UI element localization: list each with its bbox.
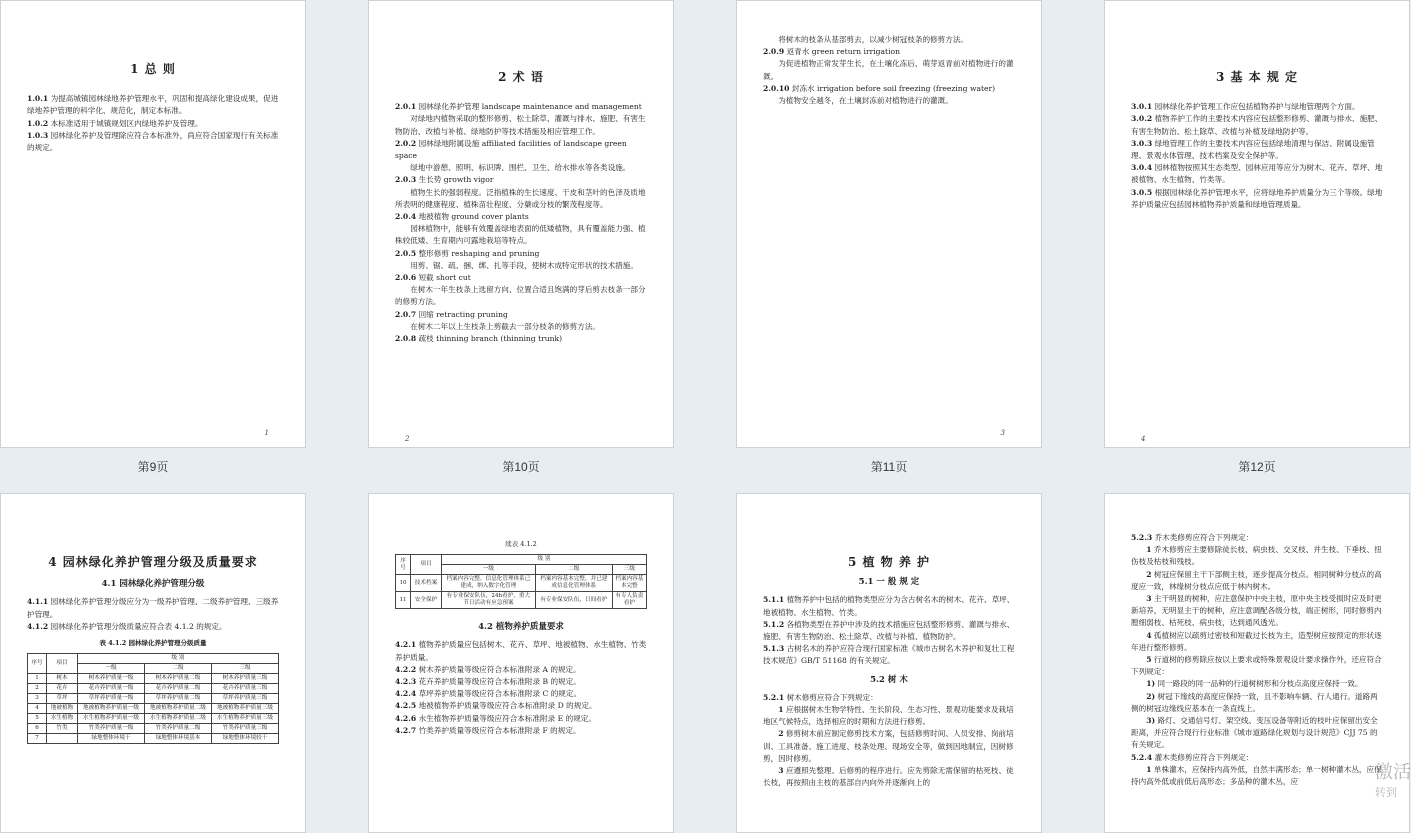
- paragraph: [395, 688, 647, 700]
- table-cell: 竹类养护质量三级: [212, 724, 279, 734]
- clause-number: 4.2.3: [395, 677, 417, 687]
- table-cell: 3: [28, 694, 47, 704]
- page-thumbnail-14[interactable]: [368, 493, 674, 833]
- clause-text: 园林绿化养护及管理除应符合本标准外，尚应符合国家现行有关标准的规定。: [27, 130, 279, 153]
- table-cell: 档案内容完整，信息化管理体系已建成，纳入数字化管理: [442, 575, 536, 592]
- clause-number: 4.2.6: [395, 713, 417, 723]
- clause-text: 园林绿化养护管理工作应包括植物养护与绿地管理两个方面。: [1154, 102, 1360, 112]
- table-header: 一级: [78, 664, 145, 674]
- paragraph: [395, 725, 647, 737]
- term-entry: [763, 83, 1015, 95]
- page-content: [763, 556, 1015, 789]
- clause-text: 同一路段的同一品种的行道树树形和分枝点高度应保持一致。: [1157, 679, 1363, 689]
- table-cell: 5: [28, 714, 47, 724]
- term-list: [395, 101, 647, 345]
- table-cell: 花卉养护质量三级: [212, 684, 279, 694]
- table-cell: 11: [396, 592, 411, 609]
- clause-number: 4.2.1: [395, 640, 417, 650]
- clause-text: 为提高城镇园林绿地养护管理水平，巩固和提高绿化建设成果，促进绿地养护管理的科学化、规范化，制定本标准。: [27, 94, 279, 116]
- page-label-11[interactable]: 第11页: [870, 460, 908, 474]
- table-header: 级 别: [442, 555, 647, 565]
- table-row: [396, 575, 647, 592]
- paragraph: [1131, 691, 1383, 715]
- clause-text: 主干明显的树种，应注意保护中央主枝，原中央主枝受损时应及时更新培养，无明显主干的树种，应注意调配各级分枝，端正树形，同时修剪内膛细弱枝、枯死枝、病虫枝，达到通风透光。: [1131, 594, 1382, 628]
- paragraph: [1131, 138, 1383, 162]
- term-definition: 园林植物中，能够有效覆盖绿地表面的低矮植物，具有覆盖能力强、植株较低矮、生育期内可露地栽培等特点。: [395, 224, 646, 246]
- clause-number: 5.2.4: [1131, 752, 1153, 762]
- clause-number: 4.2.5: [395, 701, 417, 711]
- clause-number: 2.0.8: [395, 334, 417, 344]
- page-number: 3: [1000, 429, 1005, 437]
- term-entry: [395, 333, 647, 345]
- term-name: 封冻水 irrigation before soil freezing (freezing water): [791, 83, 996, 93]
- clause-text: 孤植树应以疏剪过密枝和短截过长枝为主，造型树应按预定的形状逐年进行整形修剪。: [1131, 630, 1382, 652]
- table-cell: 安全保护: [411, 592, 442, 609]
- clause-number: 4.2.4: [395, 689, 417, 699]
- term-definition: 绿地中游憩、照明、标识牌、围栏、卫生、给水排水等各类设施。: [410, 163, 631, 173]
- clause-text: 本标准适用于城镇规划区内绿地养护及管理。: [50, 118, 203, 128]
- clause-text: 树木修剪应符合下列规定：: [786, 692, 878, 702]
- paragraph: [1131, 752, 1383, 764]
- term-name: 返青水 green return irrigation: [786, 47, 900, 57]
- clause-number: 2.0.3: [395, 175, 417, 185]
- term-entry: [395, 101, 647, 113]
- clause-number: 3.0.3: [1131, 138, 1153, 148]
- clause-text: 各植物类型在养护中涉及的技术措施应包括整形修剪、灌溉与排水、施肥、有害生物防治、松土除草、改植与补植、植物防护。: [763, 619, 1015, 642]
- paragraph: [1131, 630, 1383, 654]
- watermark-line: 激活: [1375, 762, 1411, 783]
- paragraph: [27, 118, 279, 130]
- clause-number: 2.0.2: [395, 138, 417, 148]
- paragraph: [1131, 101, 1383, 113]
- table-row: [28, 704, 279, 714]
- table-cell: 树木养护质量三级: [212, 674, 279, 684]
- table-cell: 10: [396, 575, 411, 592]
- table-cell: 有专业保安队伍，24h看护，重大节日活动有应急预案: [442, 592, 536, 609]
- paragraph-list: [27, 596, 279, 633]
- paragraph: [395, 713, 647, 725]
- paragraph: [1131, 678, 1383, 690]
- table-cell: 树木养护质量一级: [78, 674, 145, 684]
- paragraph: [1131, 593, 1383, 630]
- clause-text: 单株灌木，应保持内高外低，自然丰满形态；单一树种灌木丛，应保持内高外低或前低后高形态；多品种的灌木丛，应: [1131, 764, 1382, 787]
- paragraph: [27, 621, 279, 633]
- table-header: 序号: [28, 654, 47, 674]
- page-content: [1131, 71, 1383, 211]
- table-cell: 2: [28, 684, 47, 694]
- clause-text: 地被植物养护质量等级应符合本标准附录 D 的规定。: [418, 701, 597, 711]
- clause-number: 4.2.7: [395, 725, 417, 735]
- term-definition: 在树木二年以上生枝条上剪截去一部分枝条的修剪方法。: [410, 321, 601, 331]
- term-entry: [395, 272, 647, 284]
- clause-number: 5.1.1: [763, 595, 785, 605]
- table-cell: 树木养护质量二级: [145, 674, 212, 684]
- term-definition: 对绿地内植物采取的整形修剪、松土除草、灌溉与排水、施肥、有害生物防治、改植与补植、绿地防护等技术措施及相应管理工作。: [395, 114, 646, 136]
- clause-text: 修剪树木前应制定修剪技术方案，包括修剪时间、人员安排、岗前培训、工具准备、施工进度、枝条处理、现场安全等，做到因地制宜，因树修剪，因时修剪。: [763, 729, 1014, 763]
- paragraph: [395, 676, 647, 688]
- table-cell: 地被植物: [47, 704, 78, 714]
- term-entry: [395, 309, 647, 321]
- table-cell: 花卉: [47, 684, 78, 694]
- clause-number: 4.1.1: [27, 597, 49, 607]
- paragraph-list: [1131, 101, 1383, 211]
- page-content: [27, 63, 279, 154]
- clause-text: 古树名木的养护应符合现行国家标准《城市古树名木养护和复壮工程技术规范》GB/T 51168 的有关规定。: [763, 644, 1015, 666]
- term-entry: [763, 46, 1015, 58]
- table-cell: 草坪: [47, 694, 78, 704]
- clause-number: 5.2.1: [763, 692, 785, 702]
- table-cell: 有专人负责看护: [612, 592, 646, 609]
- paragraph-list: [1131, 532, 1383, 788]
- clause-number: 1: [1146, 545, 1152, 555]
- table-header: 二级: [535, 565, 612, 575]
- clause-number: 2.0.10: [763, 83, 790, 93]
- table-cell: 1: [28, 674, 47, 684]
- clause-text: 树木养护质量等级应符合本标准附录 A 的规定。: [418, 664, 581, 674]
- table-caption: 续表 4.1.2: [505, 540, 537, 548]
- section-title: 4.1 园林绿化养护管理分级: [101, 579, 205, 590]
- term-name: 短截 short cut: [418, 273, 471, 283]
- paragraph-list: [763, 594, 1015, 667]
- paragraph: [1131, 113, 1383, 137]
- clause-number: 2: [778, 729, 784, 739]
- clause-number: 1: [1146, 764, 1152, 774]
- clause-number: 1: [778, 705, 784, 715]
- table-cell: 地被植物养护质量一级: [78, 704, 145, 714]
- term-name: 整形修剪 reshaping and pruning: [418, 248, 540, 258]
- grading-table: [27, 653, 279, 744]
- term-name: 回缩 retracting pruning: [418, 309, 508, 319]
- paragraph: [395, 700, 647, 712]
- paragraph: 将树木的枝条从基部剪去，以减少树冠枝条的修剪方法。: [778, 35, 969, 44]
- table-cell: 地被植物养护质量二级: [145, 704, 212, 714]
- chapter-title: 3 基 本 规 定: [1215, 70, 1299, 84]
- page-thumbnail-13[interactable]: [0, 493, 306, 833]
- paragraph: [763, 619, 1015, 643]
- table-cell: 技术档案: [411, 575, 442, 592]
- chapter-title: 2 术 语: [498, 70, 544, 84]
- table-row: [396, 592, 647, 609]
- paragraph: [763, 643, 1015, 667]
- clause-text: 竹类养护质量等级应符合本标准附录 F 的规定。: [418, 725, 581, 735]
- table-row: [28, 694, 279, 704]
- table-cell: 草坪养护质量三级: [212, 694, 279, 704]
- paragraph: [763, 765, 1015, 789]
- clause-number: 3: [1146, 594, 1152, 604]
- clause-text: 应根据树木生物学特性、生长阶段、生态习性、景观功能要求及栽培地区气候特点，选择相应的时期和方法进行修剪。: [763, 705, 1014, 727]
- clause-text: 草坪养护质量等级应符合本标准附录 C 的规定。: [418, 689, 582, 699]
- table-caption: 表 4.1.2 园林绿化养护管理分级质量: [99, 639, 207, 648]
- table-header: 序号: [396, 555, 411, 575]
- term-definition: 植物生长的强弱程度。泛指植株的生长速度、干皮和茎叶的色泽及质地所表明的健康程度、植株苗壮程度、分蘖或分枝的繁茂程度等。: [395, 187, 646, 209]
- paragraph: [763, 692, 1015, 704]
- page-label-12[interactable]: 第12页: [1238, 460, 1276, 474]
- term-name: 生长势 growth vigor: [418, 175, 494, 185]
- watermark-line: 转到: [1375, 786, 1397, 799]
- page-number: 2: [405, 435, 410, 443]
- table-row: [28, 674, 279, 684]
- page-thumbnail-12[interactable]: [1104, 0, 1410, 448]
- clause-number: 2.0.6: [395, 273, 417, 283]
- table-header: 一级: [442, 565, 536, 575]
- table-cell: 草坪养护质量二级: [145, 694, 212, 704]
- clause-text: 灌木类修剪应符合下列规定：: [1154, 752, 1254, 762]
- term-definition: 为促进植物正常发芽生长，在土壤化冻后、萌芽返青前对植物进行的灌溉。: [763, 59, 1014, 81]
- clause-number: 4.2.2: [395, 664, 417, 674]
- grading-table-continued: [395, 554, 647, 609]
- paragraph: [1131, 569, 1383, 593]
- clause-number: 2.0.4: [395, 212, 417, 222]
- page-number: 1: [264, 429, 269, 437]
- term-entry: [395, 138, 647, 162]
- page-content: [395, 534, 647, 737]
- clause-number: 2.0.7: [395, 309, 417, 319]
- table-cell: 4: [28, 704, 47, 714]
- clause-number: 1.0.1: [27, 94, 49, 104]
- paragraph: [763, 728, 1015, 765]
- table-cell: 水生植物养护质量一级: [78, 714, 145, 724]
- clause-text: 乔木修剪应主要修除徒长枝、病虫枝、交叉枝、并生枝、下垂枝、扭伤枝及枯枝和残枝。: [1131, 545, 1382, 567]
- clause-number: 2.0.5: [395, 248, 417, 258]
- clause-number: 5.1.3: [763, 644, 785, 654]
- paragraph-list: [27, 93, 279, 154]
- page-label-9[interactable]: 第9页: [137, 460, 169, 474]
- table-cell: 花卉养护质量二级: [145, 684, 212, 694]
- clause-text: 水生植物养护质量等级应符合本标准附录 E 的规定。: [418, 713, 596, 723]
- term-name: 地被植物 ground cover plants: [418, 212, 529, 222]
- paragraph: [1131, 715, 1383, 752]
- clause-text: 行道树的修剪除应按以上要求或特殊景观设计要求操作外，还应符合下列规定：: [1131, 655, 1382, 677]
- table-cell: 水生植物: [47, 714, 78, 724]
- table-cell: 有专业保安队伍，日间看护: [535, 592, 612, 609]
- clause-number: 3.0.2: [1131, 114, 1153, 124]
- paragraph: [1131, 532, 1383, 544]
- clause-text: 根据园林绿化养护管理水平，应将绿地养护质量分为三个等级。绿地养护质量应包括园林植物养护质量和绿地管理质量。: [1131, 187, 1383, 209]
- clause-number: 3: [778, 766, 784, 776]
- clause-text: 树冠下缘线的高度应保持一致，且不影响车辆、行人通行。道路两侧的树冠边缘线应基本在一条直线上。: [1131, 691, 1378, 713]
- clause-number: 5: [1146, 655, 1152, 665]
- clause-text: 植物养护工作的主要技术内容应包括整形修剪、灌溉与排水、施肥、有害生物防治、松土除草、改植与补植及绿地防护等。: [1131, 114, 1383, 136]
- clause-number: 3.0.4: [1131, 163, 1153, 173]
- chapter-title: 4 园林绿化养护管理分级及质量要求: [48, 555, 258, 569]
- paragraph: [1131, 544, 1383, 568]
- clause-number: 3): [1146, 716, 1156, 726]
- clause-number: 1.0.3: [27, 130, 49, 140]
- clause-text: 园林绿化养护管理分级质量应符合表 4.1.2 的规定。: [50, 621, 227, 631]
- paragraph: [27, 130, 279, 154]
- table-row: [28, 724, 279, 734]
- clause-number: 2.0.1: [395, 102, 417, 112]
- paragraph: [1131, 162, 1383, 186]
- paragraph-list: [763, 692, 1015, 790]
- clause-text: 路灯、交通信号灯、架空线、变压设备等附近的枝叶应保留出安全距离，并应符合现行行业标准《城市道路绿化规划与设计规范》CJJ 75 的有关规定。: [1131, 716, 1378, 750]
- table-cell: 树木: [47, 674, 78, 684]
- table-cell: 绿地整体环境基本: [145, 734, 212, 744]
- term-name: 园林绿地附属设施 affiliated facilities of landscape green space: [395, 138, 627, 161]
- clause-number: 1): [1146, 679, 1156, 689]
- term-name: 疏枝 thinning branch (thinning trunk): [418, 334, 563, 344]
- clause-text: 园林植物按照其生态类型、园林应用等应分为树木、花卉、草坪、地被植物、水生植物、竹类等。: [1131, 163, 1383, 185]
- chapter-title: 1 总 则: [130, 62, 176, 76]
- table-cell: 档案内容基本完整: [612, 575, 646, 592]
- table-cell: [47, 734, 78, 744]
- term-entry: [395, 211, 647, 223]
- table-header: 项目: [47, 654, 78, 674]
- page-content: [395, 71, 647, 345]
- page-content: [763, 34, 1015, 107]
- clause-number: 3.0.5: [1131, 187, 1153, 197]
- clause-number: 2): [1146, 691, 1156, 701]
- clause-number: 1.0.2: [27, 118, 49, 128]
- clause-number: 4.1.2: [27, 621, 49, 631]
- clause-number: 3.0.1: [1131, 102, 1153, 112]
- page-content: [27, 556, 279, 744]
- paragraph: [763, 704, 1015, 728]
- page-content: [1131, 532, 1383, 788]
- paragraph: [395, 664, 647, 676]
- table-cell: 竹类养护质量二级: [145, 724, 212, 734]
- table-cell: 竹类: [47, 724, 78, 734]
- activation-watermark: [1375, 758, 1411, 800]
- paragraph: [27, 596, 279, 620]
- term-list: [763, 46, 1015, 107]
- term-entry: [395, 248, 647, 260]
- table-cell: 地被植物养护质量三级: [212, 704, 279, 714]
- page-thumbnail-9[interactable]: [0, 0, 306, 448]
- table-row: [28, 714, 279, 724]
- clause-number: 5.2.3: [1131, 533, 1153, 542]
- term-entry: [395, 174, 647, 186]
- table-row: [28, 684, 279, 694]
- table-header: 项目: [411, 555, 442, 575]
- section-title: 5.1 一 般 规 定: [858, 577, 920, 588]
- table-cell: 水生植物养护质量二级: [145, 714, 212, 724]
- term-definition: 在树木一年生枝条上选留方向、位置合适且饱满的芽后剪去枝条一部分的修剪方法。: [395, 285, 646, 307]
- paragraph: [1131, 764, 1383, 788]
- paragraph: [27, 93, 279, 117]
- term-definition: 为植物安全越冬，在土壤封冻前对植物进行的灌溉。: [778, 96, 953, 106]
- table-cell: 竹类养护质量一级: [78, 724, 145, 734]
- clause-number: 2.0.9: [763, 47, 785, 57]
- page-thumbnail-16[interactable]: [1104, 493, 1410, 833]
- table-cell: 档案内容基本完整，并已建成信息化管理体系: [535, 575, 612, 592]
- table-cell: 草坪养护质量一级: [78, 694, 145, 704]
- clause-text: 树冠应保留主干下部侧主枝，逐步提高分枝点。相同树种分枝点的高度应一致，林缘树分枝点应低于林内树木。: [1131, 569, 1382, 591]
- clause-text: 绿地管理工作的主要技术内容应包括绿地清理与保洁、附属设施管理、景观水体管理、技术档案及安全保护等。: [1131, 138, 1375, 161]
- table-header: 二级: [145, 664, 212, 674]
- clause-text: 植物养护质量应包括树木、花卉、草坪、地被植物、水生植物、竹类养护质量。: [395, 640, 647, 662]
- page-thumbnail-15[interactable]: [736, 493, 1042, 833]
- table-header: 三级: [212, 664, 279, 674]
- clause-number: 4: [1146, 630, 1152, 640]
- clause-number: 2: [1146, 569, 1152, 579]
- table-cell: 水生植物养护质量三级: [212, 714, 279, 724]
- table-cell: 绿地整体环境干: [78, 734, 145, 744]
- clause-text: 园林绿化养护管理分级应分为一级养护管理、二级养护管理、三级养护管理。: [27, 597, 279, 619]
- paragraph: [763, 594, 1015, 618]
- paragraph: [1131, 654, 1383, 678]
- page-number: 4: [1141, 435, 1146, 443]
- table-cell: 6: [28, 724, 47, 734]
- paragraph: [1131, 187, 1383, 211]
- page-thumbnail-10[interactable]: [368, 0, 674, 448]
- chapter-title: 5 植 物 养 护: [847, 555, 931, 569]
- clause-number: 5.1.2: [763, 619, 785, 629]
- clause-text: 应遵照先整理、后修剪的程序进行。应先剪除无需保留的枯死枝、徒长枝，再按照由主枝的基部自内向外并逐渐向上的: [763, 766, 1014, 788]
- table-row: [28, 734, 279, 744]
- clause-text: 乔木类修剪应符合下列规定：: [1154, 533, 1254, 542]
- table-cell: 花卉养护质量一级: [78, 684, 145, 694]
- clause-text: 花卉养护质量等级应符合本标准附录 B 的规定。: [418, 677, 581, 687]
- table-header: 级 别: [78, 654, 279, 664]
- section-title: 5.2 树 木: [870, 674, 908, 685]
- clause-text: 植物养护中包括的植物类型应分为含古树名木的树木、花卉、草坪、地被植物、水生植物、竹类。: [763, 595, 1015, 617]
- table-cell: 7: [28, 734, 47, 744]
- paragraph-list: [395, 639, 647, 737]
- term-name: 园林绿化养护管理 landscape maintenance and management: [418, 102, 642, 112]
- page-label-10[interactable]: 第10页: [502, 460, 540, 474]
- term-definition: 用剪、锯、疏、捆、绑、扎等手段，使树木成特定形状的技术措施。: [410, 260, 638, 270]
- paragraph: [395, 639, 647, 663]
- table-header: 三级: [612, 565, 646, 575]
- page-thumbnail-11[interactable]: [736, 0, 1042, 448]
- table-cell: 绿地整体环境较干: [212, 734, 279, 744]
- section-title: 4.2 植物养护质量要求: [478, 622, 564, 633]
